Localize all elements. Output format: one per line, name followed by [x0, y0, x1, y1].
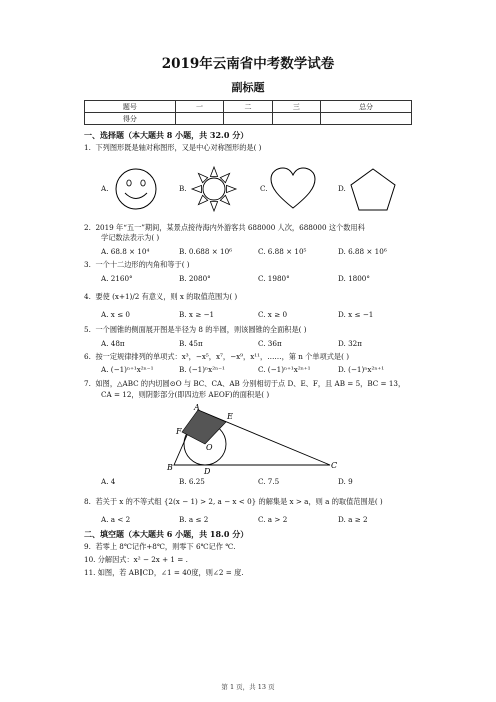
option-b: B. 0.688 × 10⁶ — [179, 247, 233, 256]
question-text: 按一定规律排列的单项式：x³，−x⁵，x⁷，−x⁹，x¹¹，……，第 n 个单项式是( ) — [95, 352, 350, 361]
label-o: O — [206, 443, 213, 452]
option-b: B. a ≤ 2 — [179, 515, 209, 524]
page-footer: 第 1 页，共 13 页 — [221, 683, 275, 691]
pentagon-figure — [348, 166, 398, 214]
option-a: A. 68.8 × 10⁴ — [101, 247, 150, 256]
question-9 — [84, 542, 236, 551]
option-c: C. 7.5 — [258, 477, 280, 486]
option-d: D. 32π — [338, 339, 362, 348]
label-f: F — [176, 427, 182, 436]
option-d: D. a ≥ 2 — [338, 515, 368, 524]
option-b: B. — [179, 184, 187, 193]
label-e: E — [227, 412, 233, 421]
question-1 — [84, 143, 261, 152]
question-text: 一个十二边形的内角和等于( ) — [95, 260, 190, 269]
score-table — [84, 100, 412, 125]
page-subtitle: 副标题 — [231, 81, 265, 94]
question-number: 1. — [84, 143, 91, 152]
question-text: 一个圆锥的侧面展开图是半径为 8 的半圆，则该圆锥的全面积是( ) — [95, 325, 307, 334]
page-title: 2019年云南省中考数学试卷 — [161, 56, 335, 72]
question-text: 要使 (x+1)/2 有意义，则 x 的取值范围为( ) — [95, 292, 238, 301]
sun-figure — [190, 165, 238, 213]
option-c: C. x ≥ 0 — [258, 310, 288, 319]
incircle-triangle-figure — [160, 404, 340, 476]
question-2-line2: 学记数法表示为( ) — [101, 233, 160, 242]
option-a: A. 4 — [101, 477, 116, 486]
question-number: 5. — [84, 325, 91, 334]
option-a: A. — [101, 184, 109, 193]
option-b: B. x ≥ −1 — [179, 310, 215, 319]
option-b: B. 6.25 — [179, 477, 205, 486]
score-table-header-row — [85, 101, 412, 113]
score-header-cell: 二 — [224, 101, 272, 113]
option-a: A. a < 2 — [101, 515, 131, 524]
question-number: 4. — [84, 292, 91, 301]
option-a: A. 2160° — [101, 274, 133, 283]
option-d: D. 9 — [338, 477, 353, 486]
question-text: 2019 年“五一”期间，某景点接待海内外游客共 688000 人次，688000 这个数用科 — [95, 223, 365, 232]
question-10 — [84, 555, 188, 564]
question-number: 11. — [84, 568, 96, 577]
question-text: 如图，△ABC 的内切圆⊙O 与 BC、CA、AB 分别相切于点 D、E、F，且 AB = 5，BC = 13， — [95, 379, 406, 388]
question-number: 2. — [84, 223, 91, 232]
smiley-face-figure — [112, 166, 162, 212]
question-text: 如图，若 AB∥CD，∠1 = 40度，则∠2 = 度. — [97, 568, 244, 577]
option-d: D. (−1)ⁿx²ⁿ⁺¹ — [338, 365, 385, 374]
option-c: C. 6.88 × 10⁵ — [258, 247, 307, 256]
option-b: B. 2080° — [179, 274, 211, 283]
score-row-label: 得分 — [85, 113, 176, 125]
question-number: 8. — [84, 497, 91, 506]
label-d: D — [204, 467, 211, 476]
label-b: B — [167, 463, 173, 472]
score-table-row — [85, 113, 412, 125]
option-d: D. — [338, 184, 346, 193]
score-header-cell: 总分 — [321, 101, 412, 113]
option-c: C. (−1)ⁿ⁺¹x²ⁿ⁺¹ — [258, 365, 311, 374]
question-number: 9. — [84, 542, 91, 551]
option-c: C. — [260, 184, 268, 193]
score-cell — [175, 113, 223, 125]
label-a: A — [194, 404, 200, 412]
heart-figure — [268, 166, 318, 212]
question-7 — [84, 379, 405, 388]
option-a: A. 48π — [101, 339, 125, 348]
question-text: 若零上 8℃记作+8℃，则零下 6℃记作 ℃. — [95, 542, 236, 551]
question-number: 10. — [84, 555, 96, 564]
option-c: C. a > 2 — [258, 515, 288, 524]
score-cell — [224, 113, 272, 125]
option-c: C. 36π — [258, 339, 282, 348]
option-d: D. 1800° — [338, 274, 370, 283]
option-b: B. 45π — [179, 339, 203, 348]
option-d: D. 6.88 × 10⁶ — [338, 247, 387, 256]
question-7-line2: CA = 12，则阴影部分(即四边形 AEOF)的面积是( ) — [101, 390, 270, 399]
question-3 — [84, 260, 190, 269]
question-number: 7. — [84, 379, 91, 388]
score-header-cell: 一 — [175, 101, 223, 113]
question-5 — [84, 325, 307, 334]
section-fill-heading: 二、填空题（本大题共 6 小题，共 18.0 分） — [84, 529, 249, 539]
label-c: C — [331, 461, 338, 470]
sun-ray — [210, 202, 217, 212]
option-c: C. 1980° — [258, 274, 290, 283]
sun-ray — [192, 185, 202, 192]
question-text: 分解因式：x² − 2x + 1 = . — [97, 555, 188, 564]
question-4 — [84, 292, 237, 301]
sun-ray — [227, 185, 237, 192]
sun-ray — [210, 167, 217, 177]
question-text: 下列图形既是轴对称图形，又是中心对称图形的是( ) — [95, 143, 262, 152]
question-11 — [84, 568, 244, 577]
score-cell — [272, 113, 320, 125]
question-8 — [84, 497, 383, 506]
option-a: A. x ≤ 0 — [101, 310, 130, 319]
option-a: A. (−1)ⁿ⁺¹x²ⁿ⁻¹ — [101, 365, 154, 374]
question-6 — [84, 352, 349, 361]
score-header-cell: 题号 — [85, 101, 176, 113]
question-number: 3. — [84, 260, 91, 269]
option-b: B. (−1)ⁿx²ⁿ⁻¹ — [179, 365, 225, 374]
question-text: 若关于 x 的不等式组 {2(x − 1) > 2, a − x < 0} 的解集是 x > a，则 a 的取值范围是( ) — [95, 497, 383, 506]
score-cell — [321, 113, 412, 125]
question-2 — [84, 223, 365, 232]
section-choice-heading: 一、选择题（本大题共 8 小题，共 32.0 分） — [84, 130, 249, 140]
option-d: D. x ≤ −1 — [338, 310, 374, 319]
question-number: 6. — [84, 352, 91, 361]
score-header-cell: 三 — [272, 101, 320, 113]
